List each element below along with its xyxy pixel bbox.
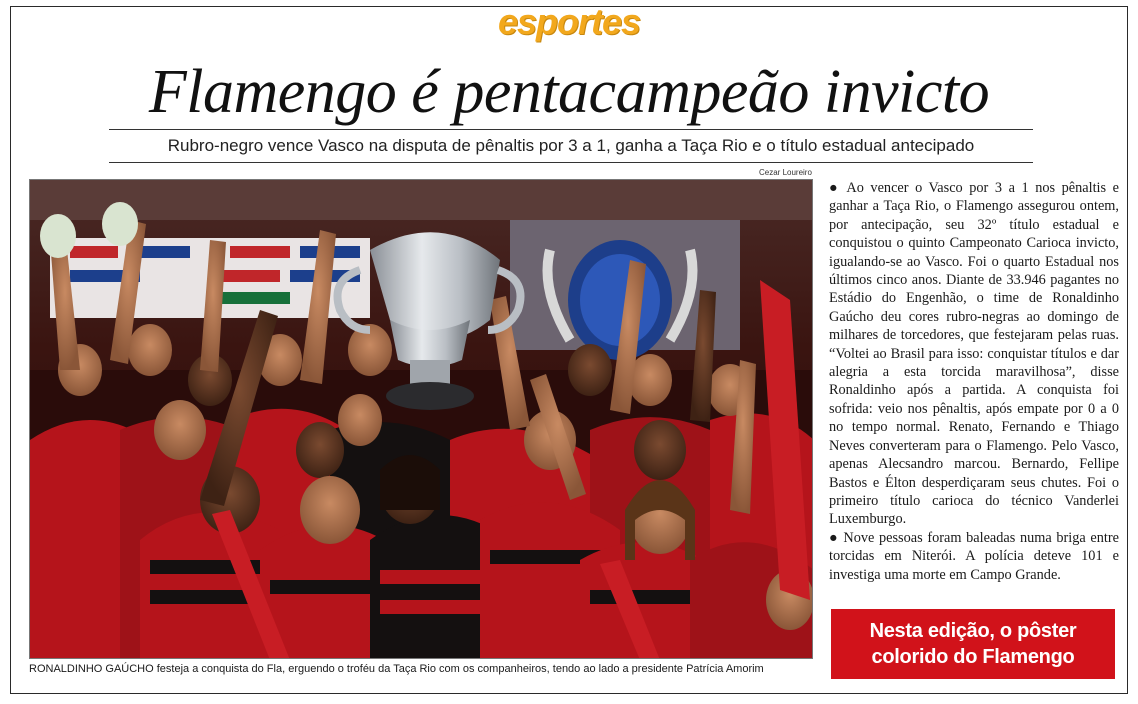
poster-promo-box xyxy=(831,609,1115,679)
celebration-photo xyxy=(29,179,813,659)
celebration-photo-illustration xyxy=(30,180,813,659)
article-paragraph: ● Nove pessoas foram baleadas numa briga entre torcidas em Niterói. A polícia deteve 101 e investiga uma morte em Campo Grande. xyxy=(829,529,1119,583)
photo-caption: RONALDINHO GAÚCHO festeja a conquista do Fla, erguendo o troféu da Taça Rio com os companheiros, tendo ao lado a presidente Patrícia Amorim xyxy=(29,663,764,675)
subheadline: Rubro-negro vence Vasco na disputa de pênaltis por 3 a 1, ganha a Taça Rio e o título estadual antecipado xyxy=(109,129,1033,163)
section-label: esportes xyxy=(497,1,641,42)
headline: Flamengo é pentacampeão invicto xyxy=(148,58,990,126)
photo-credit: Cezar Loureiro xyxy=(759,168,812,177)
article-paragraph: ● Ao vencer o Vasco por 3 a 1 nos pênaltis e ganhar a Taça Rio, o Flamengo assegurou ontem, por antecipação, seu 32º título estadual e conquistou o quinto Campeonato Carioca invicto, igualando-se ao Vasco. Foi o quarto Estadual nos últimos cinco anos. Diante de 33.946 pagantes no Estádio do Engenhão, o time de Ronaldinho Gaúcho deu cores rubro-negras ao domingo de milhares de torcedores, que festejaram pelas ruas. “Voltei ao Brasil para isso: conquistar títulos e dar alegria a esta torcida maravilhosa”, disse Ronaldinho após a partida. A conquista foi sofrida: veio nos pênaltis, após empate por 0 a 0 no tempo normal. Renato, Fernando e Thiago Neves converteram para o Flamengo. Pelo Vasco, apenas Alecsandro marcou. Bernardo, Fellipe Bastos e Élton desperdiçaram seus chutes. Foi o primeiro título carioca do técnico Vanderlei Luxemburgo. xyxy=(829,180,1119,528)
article-body xyxy=(829,179,1119,584)
promo-line: colorido do Flamengo xyxy=(871,646,1075,668)
promo-line: Nesta edição, o pôster xyxy=(869,620,1077,642)
newspaper-page xyxy=(10,1,1128,694)
